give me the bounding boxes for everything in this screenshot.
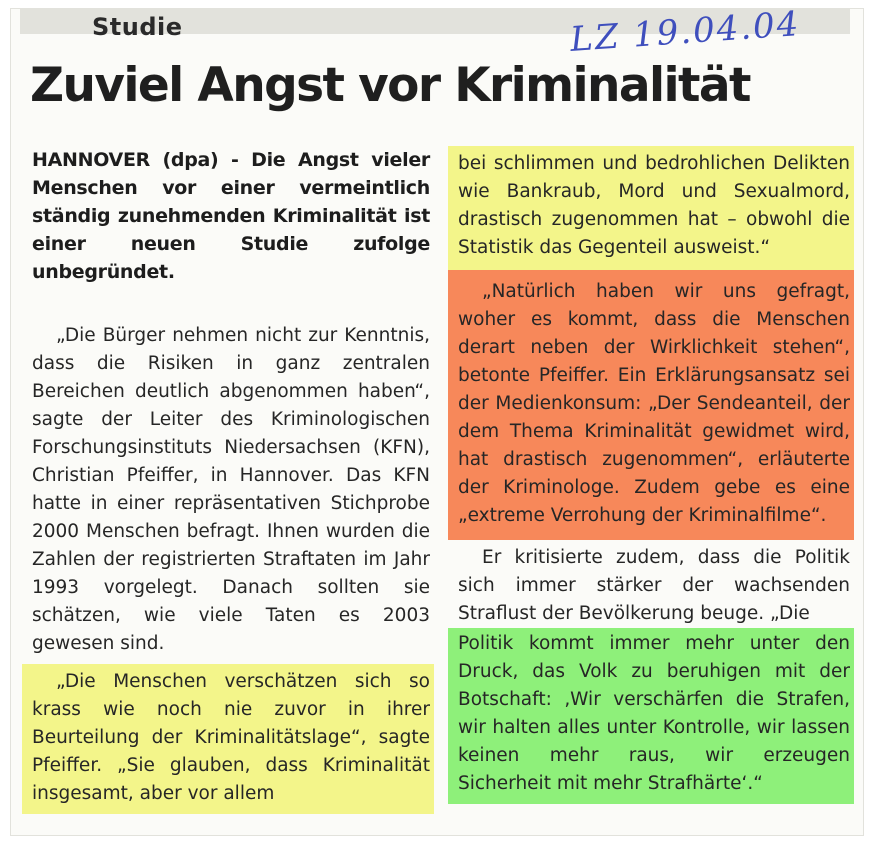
article-paragraph-highlighted: bei schlimmen und bedrohlichen Delikten wie Bankraub, Mord und Sexualmord, drastisch zugenommen hat – obwohl die Statistik das Gegenteil ausweist.“ xyxy=(448,146,854,270)
kicker-label: Studie xyxy=(92,13,183,41)
article-paragraph: Er kritisierte zudem, dass die Politik sich immer stärker der wachsenden Straflust der Bevölkerung beuge. „Die xyxy=(458,547,850,624)
article-lead: HANNOVER (dpa) - Die Angst vieler Menschen vor einer vermeintlich ständig zunehmenden Kriminalität ist einer neuen Studie zufolge unbegründet. xyxy=(32,149,430,283)
article-paragraph-highlighted: Politik kommt immer mehr unter den Druck, das Volk zu beruhigen mit der Botschaft: ‚Wir verschärfen die Strafen, wir halten alles unter Kontrolle, wir lassen keinen mehr raus, wir erzeugen Sicherheit mit mehr Strafhärte‘.“ xyxy=(448,628,854,804)
article-paragraph-highlighted: „Die Menschen verschätzen sich so krass wie noch nie zuvor in ihrer Beurteilung der Kriminalitätslage“, sagte Pfeiffer. „Sie glauben, dass Kriminalität insgesamt, aber vor allem xyxy=(22,664,434,814)
handwritten-date-note: LZ 19.04.04 xyxy=(568,4,802,60)
article-column-right xyxy=(448,146,854,804)
article-column-left xyxy=(22,146,434,814)
article-paragraph: „Die Bürger nehmen nicht zur Kenntnis, dass die Risiken in ganz zentralen Bereichen deutlich abgenommen haben“, sagte der Leiter des Kriminologischen Forschungsinstituts Niedersachsen (KFN), Christian Pfeiffer, in Hannover. Das KFN hatte in einer repräsentativen Stichprobe 2000 Menschen befragt. Ihnen wurden die Zahlen der registrierten Straftaten im Jahr 1993 vorgelegt. Danach sollten sie schätzen, wie viele Taten es 2003 gewesen sind. xyxy=(32,325,430,654)
article-headline: Zuviel Angst vor Kriminalität xyxy=(30,58,750,113)
spacer xyxy=(22,286,434,322)
article-paragraph-highlighted: „Natürlich haben wir uns gefragt, woher es kommt, dass die Menschen derart neben der Wirklichkeit stehen“, betonte Pfeiffer. Ein Erklärungsansatz sei der Medienkonsum: „Der Sendeanteil, der dem Thema Kriminalität gewidmet wird, hat drastisch zugenommen“, erläuterte der Kriminologe. Zudem gebe es eine „extreme Verrohung der Kriminalfilme“. xyxy=(448,270,854,540)
